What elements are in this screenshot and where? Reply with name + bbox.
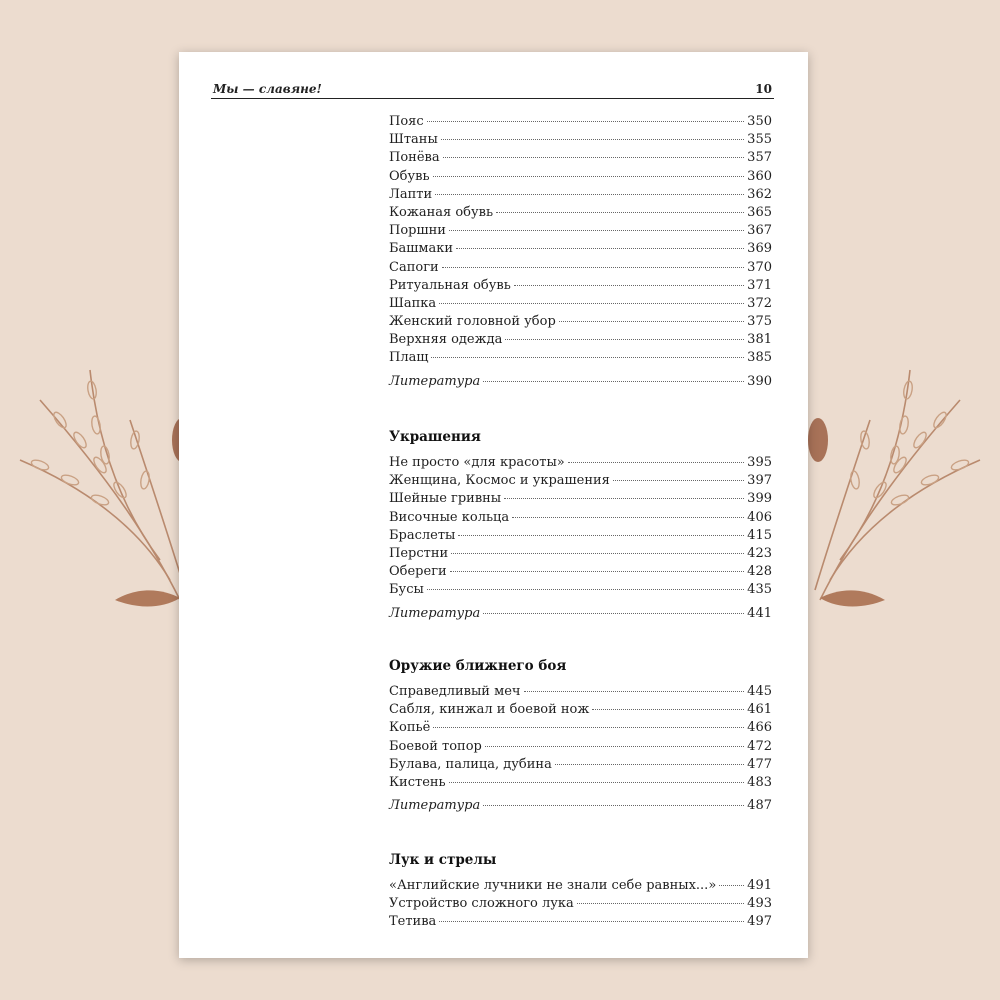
- toc-section: [389, 852, 772, 933]
- toc-entry: Женщина, Космос и украшения 397: [389, 473, 772, 489]
- toc-entry: Копьё 466: [389, 720, 772, 736]
- toc-entry: Бусы 435: [389, 582, 772, 598]
- page-number: 10: [755, 82, 772, 96]
- toc-literature-entry: Литература 390: [389, 373, 772, 389]
- running-title: Мы — славяне!: [213, 82, 322, 96]
- toc-entry: «Английские лучники не знали себе равных...» 491: [389, 878, 772, 893]
- toc-entry: Сапоги 370: [389, 259, 772, 275]
- toc-entry: Сабля, кинжал и боевой нож 461: [389, 702, 772, 718]
- section-title: Оружие ближнего боя: [389, 658, 567, 674]
- book-page: [179, 52, 808, 958]
- toc-entry: Боевой топор 472: [389, 738, 772, 754]
- toc-section: [389, 429, 772, 624]
- toc-entry: Женский головной убор 375: [389, 314, 772, 330]
- toc-entry: Шейные гривны 399: [389, 491, 772, 507]
- toc-entry: Шапка 372: [389, 295, 772, 311]
- toc-entry: Штаны 355: [389, 132, 772, 148]
- toc-entry: Плащ 385: [389, 350, 772, 366]
- toc-entry: Башмаки 369: [389, 241, 772, 257]
- toc-entry: Не просто «для красоты» 395: [389, 455, 772, 470]
- running-header: [211, 82, 774, 99]
- toc-entry: Верхняя одежда 381: [389, 332, 772, 348]
- toc-entry: Тетива 497: [389, 914, 772, 930]
- toc-entry: Пояс 350: [389, 114, 772, 129]
- toc-entry: Кожаная обувь 365: [389, 204, 772, 220]
- toc-entry: Обереги 428: [389, 564, 772, 580]
- toc-section: [389, 658, 772, 816]
- toc-entry: Кистень 483: [389, 774, 772, 790]
- willow-branch-icon: [0, 340, 200, 640]
- toc-entry: Ритуальная обувь 371: [389, 277, 772, 293]
- toc-literature-entry: Литература 487: [389, 798, 772, 814]
- toc-entry: Булава, палица, дубина 477: [389, 756, 772, 772]
- toc-entry: Справедливый меч 445: [389, 684, 772, 699]
- section-title: Лук и стрелы: [389, 852, 497, 868]
- section-title: Украшения: [389, 429, 481, 445]
- toc-entry: Перстни 423: [389, 545, 772, 561]
- toc-entry: Лапти 362: [389, 186, 772, 202]
- toc-entry: Височные кольца 406: [389, 509, 772, 525]
- toc-entry: Устройство сложного лука 493: [389, 896, 772, 912]
- toc-entry: Обувь 360: [389, 168, 772, 184]
- toc-entry: Браслеты 415: [389, 527, 772, 543]
- toc-literature-entry: Литература 441: [389, 605, 772, 621]
- toc-entry: Понёва 357: [389, 150, 772, 166]
- toc-section: [389, 114, 772, 392]
- toc-entry: Поршни 367: [389, 223, 772, 239]
- willow-branch-icon: [800, 340, 1000, 640]
